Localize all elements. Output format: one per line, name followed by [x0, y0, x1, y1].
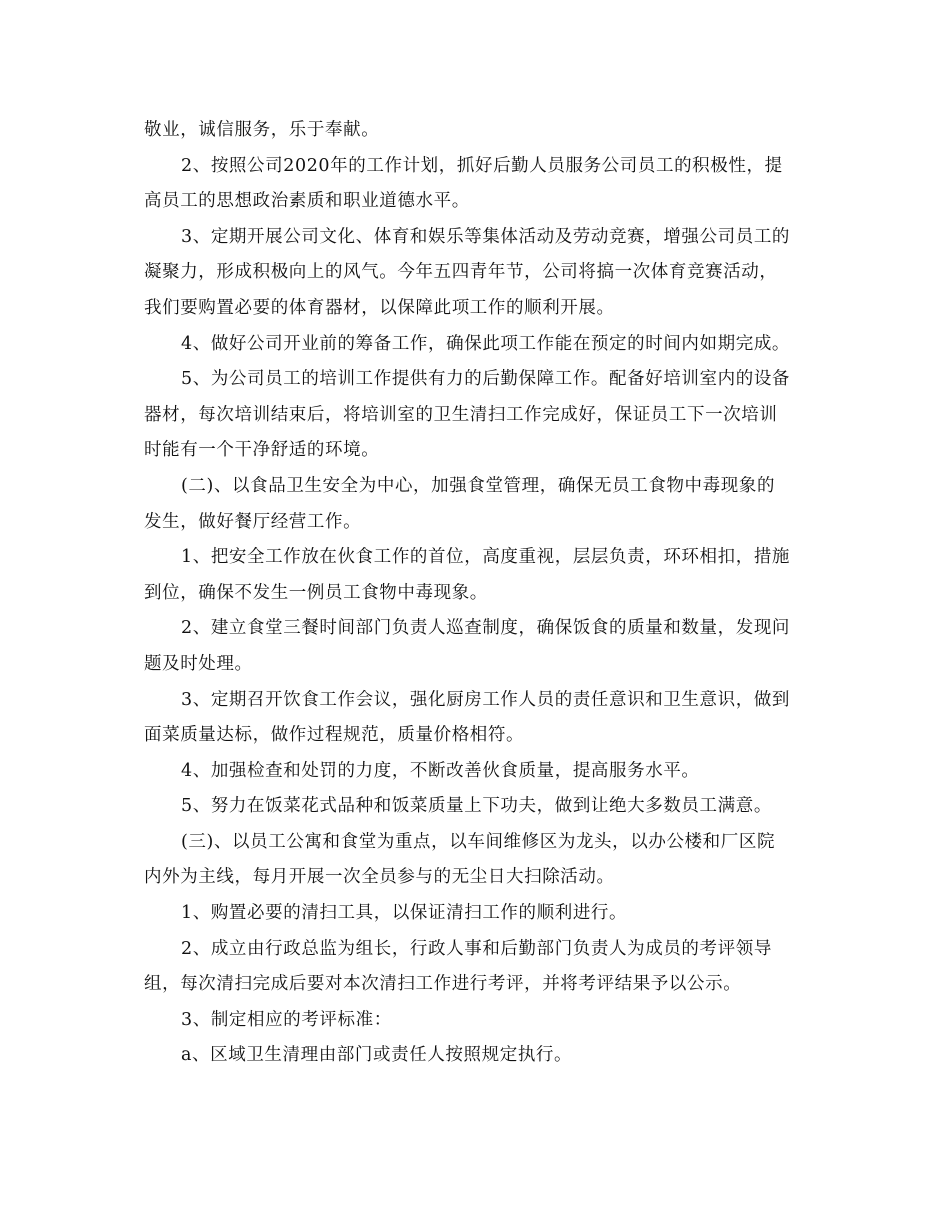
- text-line: 我们要购置必要的体育器材，以保障此项工作的顺利开展。: [144, 297, 615, 318]
- text-line: 凝聚力，形成积极向上的风气。今年五四青年节，公司将搞一次体育竞赛活动，: [144, 262, 778, 283]
- text-line: 敬业，诚信服务，乐于奉献。: [144, 120, 380, 140]
- text-line: 5、为公司员工的培训工作提供有力的后勤保障工作。配备好培训室内的设备: [181, 369, 791, 390]
- text-line: 高员工的思想政治素质和职业道德水平。: [144, 191, 470, 212]
- text-line: 1、购置必要的清扫工具，以保证清扫工作的顺利进行。: [181, 903, 628, 924]
- text-line: 发生，做好餐厅经营工作。: [144, 511, 362, 532]
- text-line: 1、把安全工作放在伙食工作的首位，高度重视，层层负责，环环相扣，措施: [181, 547, 791, 568]
- text-line: 题及时处理。: [144, 653, 253, 674]
- text-line: 4、做好公司开业前的筹备工作，确保此项工作能在预定的时间内如期完成。: [181, 333, 791, 354]
- text-line: 内外为主线，每月开展一次全员参与的无尘日大扫除活动。: [144, 867, 615, 888]
- text-line: 3、制定相应的考评标准：: [181, 1009, 392, 1030]
- text-line: a、区域卫生清理由部门或责任人按照规定执行。: [181, 1045, 573, 1066]
- text-line: 4、加强检查和处罚的力度，不断改善伙食质量，提高服务水平。: [181, 760, 700, 781]
- text-line: 器材，每次培训结束后，将培训室的卫生清扫工作完成好，保证员工下一次培训: [144, 404, 778, 425]
- text-line: 组，每次清扫完成后要对本次清扫工作进行考评，并将考评结果予以公示。: [144, 974, 742, 995]
- text-line: 面菜质量达标，做作过程规范，质量价格相符。: [144, 725, 525, 746]
- text-line: 到位，确保不发生一例员工食物中毒现象。: [144, 582, 488, 603]
- document-body: [144, 113, 809, 1074]
- text-line: 2、成立由行政总监为组长，行政人事和后勤部门负责人为成员的考评领导: [181, 938, 772, 959]
- text-line: 时能有一个干净舒适的环境。: [144, 440, 380, 461]
- section-heading-line: (三)、以员工公寓和食堂为重点，以车间维修区为龙头，以办公楼和厂区院: [181, 831, 776, 852]
- text-line: 2、按照公司2020年的工作计划，抓好后勤人员服务公司员工的积极性，提: [181, 155, 783, 176]
- text-line: 5、努力在饭菜花式品种和饭菜质量上下功夫，做到让绝大多数员工满意。: [181, 796, 772, 817]
- text-line: 3、定期开展公司文化、体育和娱乐等集体活动及劳动竞赛，增强公司员工的: [181, 226, 791, 247]
- section-heading-line: (二)、以食品卫生安全为中心，加强食堂管理，确保无员工食物中毒现象的: [181, 475, 776, 496]
- text-line: 2、建立食堂三餐时间部门负责人巡查制度，确保饭食的质量和数量，发现问: [181, 618, 791, 639]
- text-line: 3、定期召开饮食工作会议，强化厨房工作人员的责任意识和卫生意识，做到: [181, 689, 791, 710]
